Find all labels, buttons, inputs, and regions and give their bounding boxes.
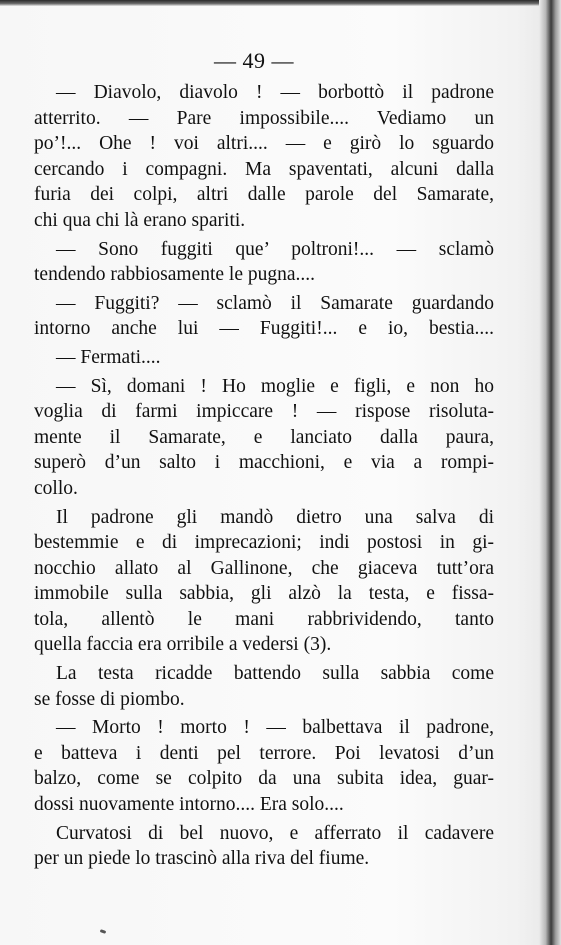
text-line: tendendo rabbiosamente le pugna.... (34, 264, 316, 286)
text-line: — Diavolo, diavolo ! — borbottò il padrone (56, 82, 494, 103)
text-line: voglia di farmi impiccare ! — rispose risoluta- (34, 401, 494, 423)
text-line: po’!... Ohe ! voi altri.... — e girò lo sguardo (34, 133, 494, 155)
text-line: cercando i compagni. Ma spaventati, alcuni dalla (34, 158, 494, 180)
ink-smudge (100, 929, 107, 934)
text-line: Il padrone gli mandò dietro una salva di (56, 506, 494, 528)
text-line: immobile sulla sabbia, gli alzò la testa, e fissa- (34, 583, 494, 605)
text-line: collo. (34, 477, 78, 499)
text-line: nocchio allato al Gallinone, che giaceva tutt’ora (34, 557, 494, 579)
text-line: — Sono fuggiti que’ poltroni!... — sclamò (56, 238, 494, 260)
text-line: dossi nuovamente intorno.... Era solo.... (34, 794, 344, 816)
page-number: — 49 — (214, 48, 294, 73)
text-block (34, 80, 494, 872)
text-line: atterrito. — Pare impossibile.... Vediamo un (34, 107, 494, 129)
text-line: e batteva i denti pel terrore. Poi levatosi d’un (34, 742, 494, 764)
text-line: furia dei colpi, altri dalle parole del Samarate, (34, 184, 494, 206)
page-top-edge (0, 0, 561, 6)
text-line: — Fuggiti? — sclamò il Samarate guardando (56, 292, 494, 314)
text-line: tola, allentò le mani rabbrividendo, tanto (34, 608, 494, 630)
text-line: superò d’un salto i macchioni, e via a rompi- (34, 452, 494, 474)
text-line: — Fermati.... (56, 346, 161, 368)
text-line: bestemmie e di imprecazioni; indi postosi in gi- (34, 532, 494, 554)
book-spine (539, 0, 561, 945)
text-line: intorno anche lui — Fuggiti!... e io, bestia.... (34, 318, 494, 340)
text-line: Curvatosi di bel nuovo, e afferrato il cadavere (56, 822, 494, 844)
text-line: mente il Samarate, e lanciato dalla paura, (34, 426, 494, 448)
text-line: — Morto ! morto ! — balbettava il padrone, (56, 717, 494, 739)
text-line: La testa ricadde battendo sulla sabbia come (56, 663, 494, 685)
text-line: balzo, come se colpito da una subita idea, guar- (34, 768, 494, 790)
text-line: quella faccia era orribile a vedersi (3). (34, 634, 332, 656)
text-line: se fosse di piombo. (34, 688, 185, 710)
text-line: chi qua chi là erano spariti. (34, 209, 246, 231)
text-line: per un piede lo trascinò alla riva del fiume. (34, 848, 370, 870)
text-line: — Sì, domani ! Ho moglie e figli, e non ho (56, 375, 494, 397)
